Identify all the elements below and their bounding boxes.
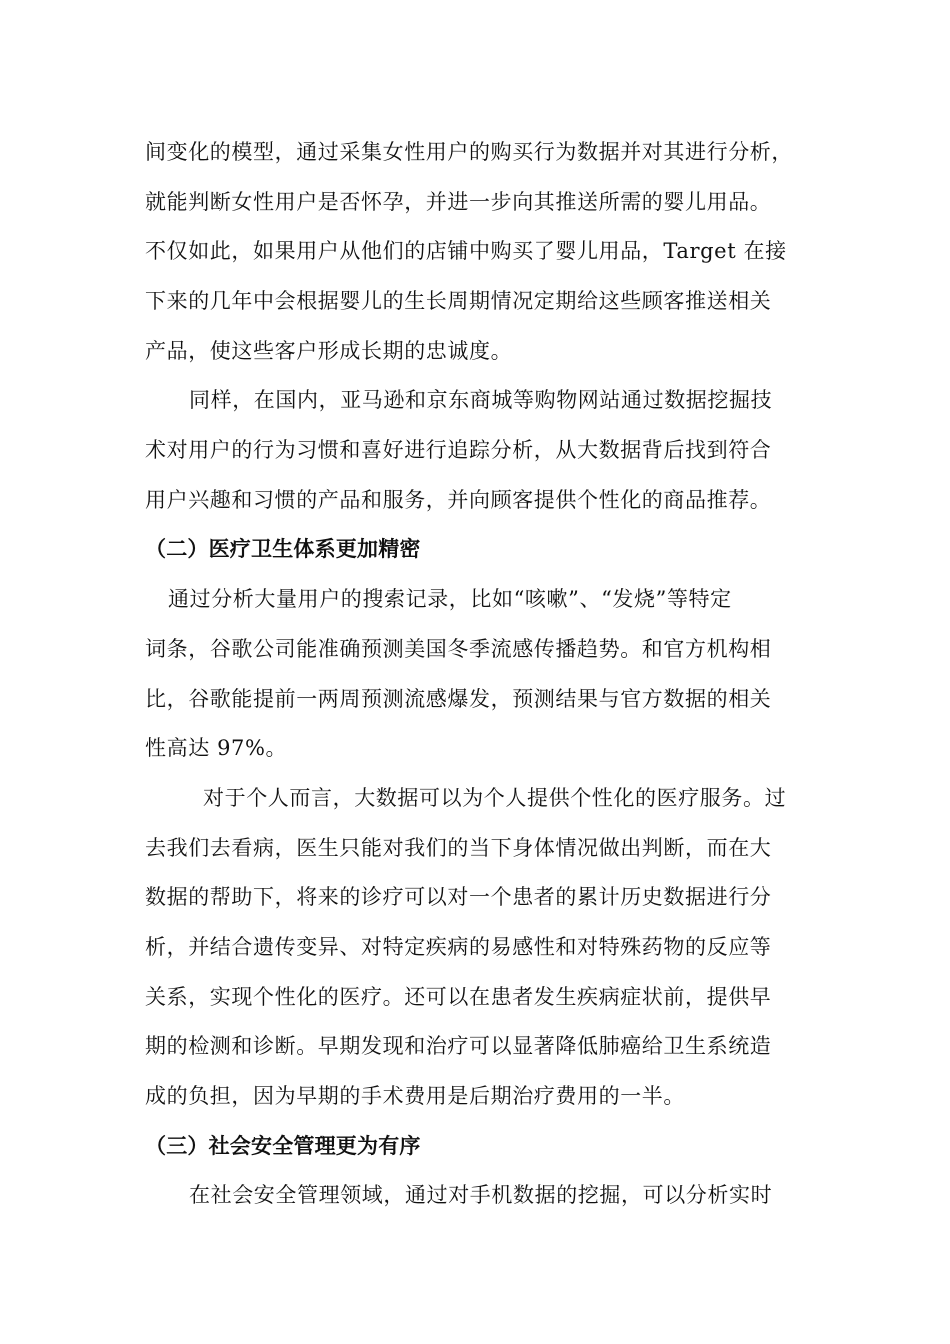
text-line: 成的负担，因为早期的手术费用是后期治疗费用的一半。: [145, 1084, 685, 1108]
section-heading: （二）医疗卫生体系更加精密: [145, 537, 421, 561]
text-line: 通过分析大量用户的搜索记录，比如“咳嗽”、“发烧”等特定: [168, 587, 732, 611]
text-line: 在社会安全管理领域，通过对手机数据的挖掘，可以分析实时: [189, 1183, 773, 1207]
text-line: 去我们去看病，医生只能对我们的当下身体情况做出判断，而在大: [145, 836, 772, 860]
text-line: 同样，在国内，亚马逊和京东商城等购物网站通过数据挖掘技: [189, 388, 773, 412]
text-line: 用户兴趣和习惯的产品和服务，并向顾客提供个性化的商品推荐。: [145, 488, 772, 512]
text-line: 比，谷歌能提前一两周预测流感爆发，预测结果与官方数据的相关: [145, 687, 772, 711]
text-line: 产品，使这些客户形成长期的忠诚度。: [145, 339, 513, 363]
text-line: 词条，谷歌公司能准确预测美国冬季流感传播趋势。和官方机构相: [145, 637, 772, 661]
text-line: 下来的几年中会根据婴儿的生长周期情况定期给这些顾客推送相关: [145, 289, 772, 313]
text-line: 不仅如此，如果用户从他们的店铺中购买了婴儿用品，Target 在接: [145, 239, 787, 263]
text-line: 间变化的模型，通过采集女性用户的购买行为数据并对其进行分析，: [145, 140, 793, 164]
text-line: 期的检测和诊断。早期发现和治疗可以显著降低肺癌给卫生系统造: [145, 1034, 772, 1058]
text-line: 关系，实现个性化的医疗。还可以在患者发生疾病症状前，提供早: [145, 985, 772, 1009]
text-line: 性高达 97%。: [145, 736, 288, 760]
text-line: 就能判断女性用户是否怀孕，并进一步向其推送所需的婴儿用品。: [145, 190, 772, 214]
text-line: 对于个人而言，大数据可以为个人提供个性化的医疗服务。过: [203, 786, 787, 810]
text-line: 析，并结合遗传变异、对特定疾病的易感性和对特殊药物的反应等: [145, 935, 772, 959]
text-line: 术对用户的行为习惯和喜好进行追踪分析，从大数据背后找到符合: [145, 438, 772, 462]
text-line: 数据的帮助下，将来的诊疗可以对一个患者的累计历史数据进行分: [145, 885, 772, 909]
section-heading: （三）社会安全管理更为有序: [145, 1134, 421, 1158]
